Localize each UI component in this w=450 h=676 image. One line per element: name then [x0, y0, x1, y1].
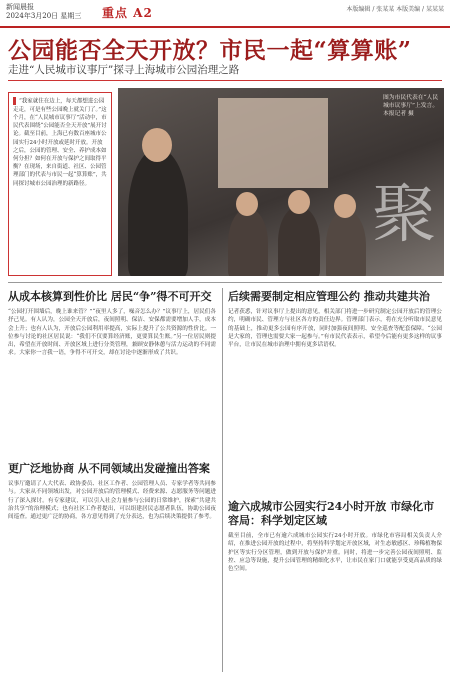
- divider: [8, 80, 442, 81]
- photo-face: [334, 194, 356, 218]
- section-heading: 逾六成城市公园实行24小时开放 市绿化市容局：科学划定区域: [228, 500, 435, 527]
- divider: [8, 282, 442, 283]
- photo-face: [236, 192, 258, 216]
- page-title: 公园能否全天开放？市民一起“算算账”: [8, 37, 412, 64]
- article-section-1: [8, 290, 216, 458]
- page-subtitle: 走进“人民城市议事厅”探寻上海城市公园治理之路: [8, 64, 240, 76]
- column-rule: [222, 288, 223, 672]
- photo-face: [142, 128, 172, 162]
- issue-date: 2024年3月20日 星期三: [6, 12, 82, 20]
- article-section-4: [228, 500, 442, 670]
- photo-person: [326, 210, 366, 276]
- section-body: 记者获悉，针对议事厅上提出的意见，相关部门将进一步研究制定公园开放后的管理公约，明确市民、管理方与社区各方的责任边界。管理部门表示，将在充分听取市民意见的基础上，推动更多公园有序开放，同时加强夜间照明、安全巡查等配套保障。“公园是大家的，管理也需要大家一起参与。”有市民代表表示，希望今后能有更多这样的议事平台，让市民在城市治理中拥有更多话语权。: [228, 309, 442, 349]
- intro-text: “我家就住在边上，每天都想进公园走走，可是有些公园晚上就关门了。”这个月，在“人民城市议事厅”活动中，市民代表围绕“公园能否全天开放”展开讨论。截至目前，上海已有数百座城市公园实行24小时开放或延时开放。开放之后，公园的管理、安全、养护成本如何分担？如何在开放与保护之间取得平衡？在现场，来自街道、社区、公园管理部门的代表与市民一起“算算账”，共同探讨城市公园治理的新路径。: [13, 98, 107, 187]
- section-body: 议事厅邀请了人大代表、政协委员、社区工作者、公园管理人员、专家学者等共同参与。大家从不同领域出发，对公园开放后的管理模式、经费来源、志愿服务等问题进行了深入探讨。有专家建议，可以引入社会力量参与公园的日常维护，探索“共建共治共享”的治理模式；也有社区工作者提出，可以组建居民志愿者队伍，协助公园夜间巡查。通过更广泛的协商，各方意见得到了充分表达，也为后续决策提供了参考。: [8, 481, 216, 521]
- article-section-2: [8, 462, 216, 668]
- intro-box: [8, 92, 112, 276]
- section-body: “公园打开围墙后，晚上谁来管？”“夜里人多了，噪音怎么办？”议事厅上，居民们各抒己见。有人认为，公园全天开放后，夜间照明、保洁、安保都需要增加人手，成本会上升；也有人认为，开放后公园利用率提高，实际上提升了公共资源的性价比。一位参与讨论的社区居民说：“我们不仅要算经济账，更要算民生账。”另一位居民则提出，希望在开放时间、开放区域上进行分类管理，兼顾安静休憩与活力运动的不同需求。大家你一言我一语，争得不可开交，却在讨论中逐渐形成了共识。: [8, 309, 216, 357]
- watermark-character: 聚: [372, 178, 436, 252]
- intro-marker: [13, 97, 16, 105]
- photo-caption: 图为市民代表在“人民城市议事厅”上发言。 本报记者 摄: [383, 95, 439, 117]
- photo-person: [278, 206, 320, 276]
- lead-photo: [118, 88, 444, 276]
- staff-credit: 本版编辑 / 张某某 本版美编 / 某某某: [346, 6, 444, 13]
- article-section-3: [228, 290, 442, 498]
- section-heading: 后续需要制定相应管理公约 推动共建共治: [228, 290, 430, 303]
- masthead: [6, 3, 81, 21]
- section-heading: 更广泛地协商 从不同领域出发碰撞出答案: [8, 462, 210, 475]
- photo-face: [288, 190, 310, 214]
- photo-person: [128, 148, 188, 276]
- section-body: 截至目前，全市已有逾六成城市公园实行24小时开放。市绿化市容局相关负责人介绍，在推进公园开放的过程中，将坚持科学划定开放区域，对生态敏感区、珍稀植物保护区等实行分区管理，做到开放与保护并重。同时，将进一步完善公园夜间照明、监控、应急等设施，提升公园管理的精细化水平，让市民在家门口就能享受更高品质的绿色空间。: [228, 533, 442, 573]
- section-label: 重点 A2: [102, 6, 153, 20]
- section-heading: 从成本核算到性价比 居民“争”得不可开交: [8, 290, 212, 303]
- photo-person: [228, 208, 268, 276]
- backdrop-sign: [218, 98, 328, 188]
- paper-name: 新闻晨报: [6, 3, 34, 11]
